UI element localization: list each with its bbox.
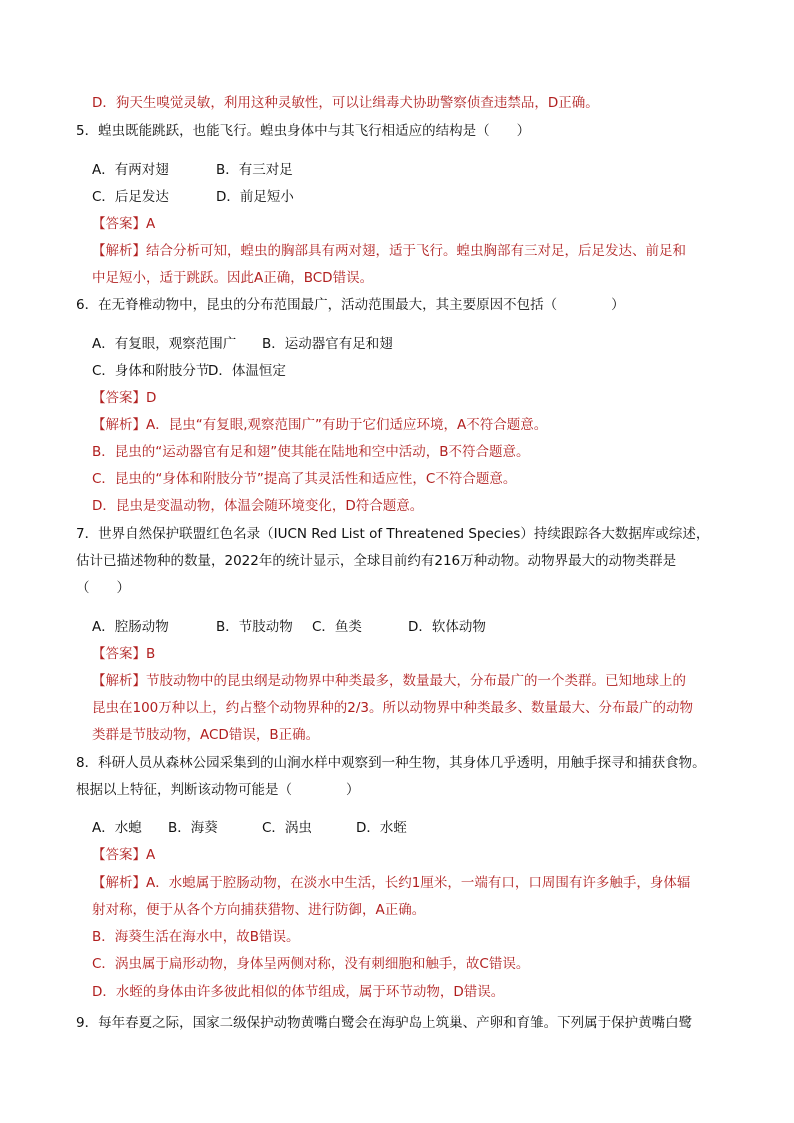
q5-analysis-line-2: 中足短小，适于跳跃。因此A正确，BCD错误。 [92, 270, 374, 286]
q6-option-d: D．体温恒定 [208, 363, 286, 379]
q9-stem: 9．每年春夏之际，国家二级保护动物黄嘴白鹭会在海驴岛上筑巢、产卵和育雏。下列属于保护黄嘴白鹭 [76, 1015, 693, 1031]
q6-analysis-line-4: D．昆虫是变温动物，体温会随环境变化，D符合题意。 [92, 498, 424, 514]
q7-analysis-line-2: 昆虫在100万种以上，约占整个动物界种的2/3。所以动物界中种类最多、数量最大、分布最广的动物 [92, 700, 693, 716]
q8-analysis-line-5: D．水蛭的身体由许多彼此相似的体节组成，属于环节动物，D错误。 [92, 984, 505, 1000]
q7-stem-line-3: （ ） [76, 580, 130, 596]
q6-option-a: A．有复眼，观察范围广 [92, 336, 237, 352]
q8-option-c: C．涡虫 [262, 820, 312, 836]
q7-analysis-text-1: 节肢动物中的昆虫纲是动物界中种类最多，数量最大，分布最广的一个类群。已知地球上的 [146, 673, 686, 689]
q7-analysis-line-1 [92, 671, 686, 691]
q6-analysis-line-3: C．昆虫的“身体和附肢分节”提高了其灵活性和适应性，C不符合题意。 [92, 471, 517, 487]
q8-answer: A [146, 847, 156, 863]
q8-analysis-text-1: A．水螅属于腔肠动物，在淡水中生活，长约1厘米，一端有口，口周围有许多触手，身体辐 [146, 875, 691, 891]
q8-analysis-line-3: B．海葵生活在海水中，故B错误。 [92, 929, 300, 945]
q5-answer-tag: 【答案】 [92, 216, 146, 232]
q6-option-b: B．运动器官有足和翅 [262, 336, 393, 352]
q7-analysis-line-3: 类群是节肢动物，ACD错误，B正确。 [92, 727, 320, 743]
q8-analysis-line-2: 射对称，便于从各个方向捕获猎物、进行防御，A正确。 [92, 902, 426, 918]
q7-option-d: D．软体动物 [408, 619, 486, 635]
q7-answer-tag: 【答案】 [92, 646, 146, 662]
q5-option-c: C．后足发达 [92, 189, 169, 205]
q5-stem: 5．蝗虫既能跳跃，也能飞行。蝗虫身体中与其飞行相适应的结构是（ ） [76, 123, 531, 139]
q8-analysis-line-1 [92, 873, 690, 893]
q8-stem-line-1: 8．科研人员从森林公园采集到的山涧水样中观察到一种生物，其身体几乎透明，用触手探寻和捕获食物。 [76, 755, 706, 771]
q8-option-b: B．海葵 [168, 820, 218, 836]
q5-analysis-tag: 【解析】 [92, 243, 146, 259]
q6-answer-row [92, 388, 156, 408]
q5-analysis-line-1 [92, 241, 686, 261]
q7-stem-line-2: 估计已描述物种的数量，2022年的统计显示，全球目前约有216万种动物。动物界最大的动物类群是 [76, 553, 677, 569]
prev-analysis-tail: D．狗天生嗅觉灵敏，利用这种灵敏性，可以让缉毒犬协助警察侦查违禁品，D正确。 [92, 95, 599, 111]
q6-answer-tag: 【答案】 [92, 390, 146, 406]
q7-option-b: B．节肢动物 [216, 619, 293, 635]
q8-option-a: A．水螅 [92, 820, 142, 836]
q5-option-a: A．有两对翅 [92, 162, 169, 178]
q7-option-c: C．鱼类 [312, 619, 362, 635]
q6-analysis-line-1 [92, 415, 547, 435]
q7-option-a: A．腔肠动物 [92, 619, 169, 635]
q7-answer: B [146, 646, 156, 662]
q8-answer-tag: 【答案】 [92, 847, 146, 863]
q8-stem-line-2: 根据以上特征，判断该动物可能是（ ） [76, 782, 360, 798]
q8-analysis-line-4: C．涡虫属于扁形动物，身体呈两侧对称，没有刺细胞和触手，故C错误。 [92, 956, 530, 972]
q6-analysis-tag: 【解析】 [92, 417, 146, 433]
q6-stem: 6．在无脊椎动物中，昆虫的分布范围最广，活动范围最大，其主要原因不包括（ ） [76, 297, 625, 313]
q8-answer-row [92, 845, 155, 865]
q7-analysis-tag: 【解析】 [92, 673, 146, 689]
q5-answer-row [92, 214, 155, 234]
q6-analysis-text-1: A．昆虫“有复眼,观察范围广”有助于它们适应环境，A不符合题意。 [146, 417, 548, 433]
q7-stem-line-1: 7．世界自然保护联盟红色名录（IUCN Red List of Threatened Species）持续跟踪各大数据库或综述， [76, 526, 710, 542]
q5-analysis-text-1: 结合分析可知，蝗虫的胸部具有两对翅，适于飞行。蝗虫胸部有三对足，后足发达、前足和 [146, 243, 686, 259]
q5-option-b: B．有三对足 [216, 162, 293, 178]
q6-analysis-line-2: B．昆虫的“运动器官有足和翅”使其能在陆地和空中活动，B不符合题意。 [92, 444, 530, 460]
q7-answer-row [92, 644, 155, 664]
q6-option-c: C．身体和附肢分节 [92, 363, 210, 379]
q8-option-d: D．水蛭 [356, 820, 407, 836]
q5-option-d: D．前足短小 [216, 189, 294, 205]
q8-analysis-tag: 【解析】 [92, 875, 146, 891]
q5-answer: A [146, 216, 156, 232]
q6-answer: D [146, 390, 157, 406]
